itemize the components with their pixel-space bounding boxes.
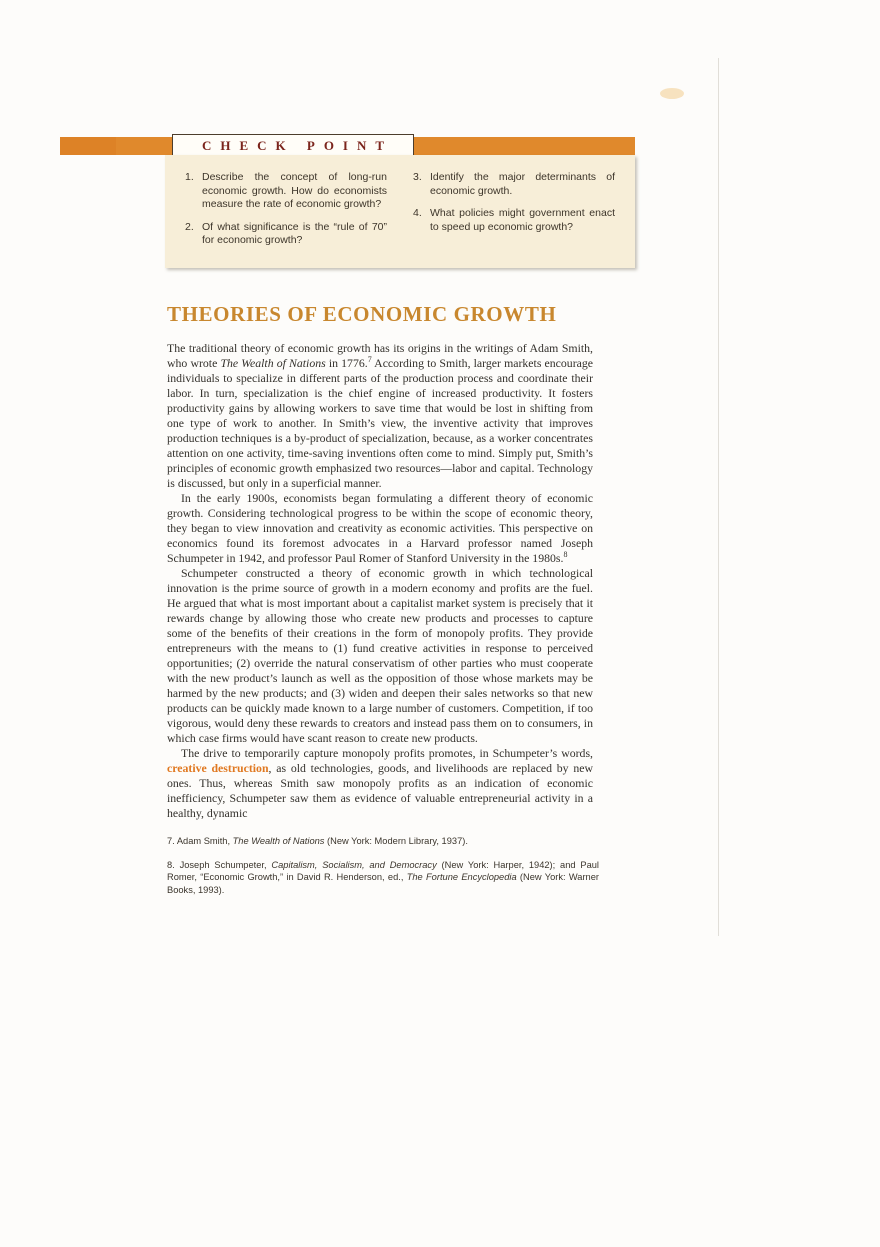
paragraph-text: The traditional theory of economic growth has its origins in the writings of Adam Smith, who wrote [167,341,593,370]
footnote-text: (New York: Harper, 1942); and Paul Romer, “Economic Growth,” in David R. Henderson, ed., [167,859,599,882]
question-text: Identify the major determinants of economic growth. [430,171,615,197]
paragraph-4 [167,746,593,821]
footnote-marker: 8 [563,550,568,560]
checkpoint-bar [60,137,635,155]
paragraph-text: According to Smith, larger markets encourage individuals to specialize in different parts of the production process and coordinate their labor. In turn, specialization is the chief engine of increased productivity. It fosters productivity gains by allowing workers to save time that would be lost in shifting from one type of work to another. In Smith’s view, the inventive activity that improves production techniques is a by-product of specialization, because, as a worker concentrates attention on one activity, time-saving inventions often come to mind. Simply put, Smith’s principles of economic growth emphasized two resources—labor and capital. Technology is discussed, but only in a superficial manner. [167,356,594,490]
body-text [167,341,593,821]
checkpoint-panel [165,155,635,268]
paragraph-text: The drive to temporarily capture monopoly profits promotes, in Schumpeter’s words, [181,746,593,760]
checkpoint-question [413,207,615,234]
question-number: 2. [185,220,194,233]
question-text: Of what significance is the “rule of 70” for economic growth? [202,220,387,246]
question-number: 4. [413,207,422,219]
book-title: The Wealth of Nations [232,836,325,846]
question-number: 3. [413,171,422,183]
book-title: The Fortune Encyclopedia [406,872,517,882]
checkpoint-column-left [185,171,387,256]
checkpoint-question [413,171,615,198]
book-title: Capitalism, Socialism, and Democracy [271,859,437,870]
footnote-text: (New York: Modern Library, 1937). [324,836,468,846]
question-text: Describe the concept of long-run economic growth. How do economists measure the rate of economic growth? [202,171,387,210]
footnote-text: (New York: Warner Books, 1993). [167,872,599,895]
question-number: 1. [185,171,194,183]
paragraph-text: In the early 1900s, economists began formulating a different theory of economic growth. Considering technological progress to be within the scope of economic theory, they began to view innovation and creativity as economic activities. This perspective on economics found its foremost advocates in a Harvard professor named Joseph Schumpeter in 1942, and professor Paul Romer of Stanford University in the 1980s. [167,491,593,565]
footnote-8 [167,859,599,897]
footnotes [167,835,599,907]
paragraph-text: , as old technologies, goods, and livelihoods are replaced by new ones. Thus, whereas Smith saw monopoly profits as an indication of economic inefficiency, Schumpeter saw them as evidence of valuable entrepreneurial activity in a healthy, dynamic [167,761,593,820]
paragraph-3 [167,566,593,746]
paragraph-text: Schumpeter constructed a theory of economic growth in which technological innovation is the prime source of growth in a modern economy and profits are the fuel. He argued that what is most important about a capitalist market system is precisely that it rewards change by allowing those who create new products and processes to capture some of the benefits of their creations in the form of monopoly profits. They provide entrepreneurs with the means to (1) fund creative activities in response to perceived opportunities; (2) override the natural conservatism of other parties who must cooperate with the new product’s launch as well as the opposition of those whose markets may be harmed by the new products; and (3) widen and deepen their sales networks so that new products can be quickly made known to a large number of customers. Competition, if too vigorous, would deny these rewards to creators and instead pass them on to consumers, in which case firms would have scant reason to create new products. [167,566,593,745]
checkpoint-question [185,221,387,248]
section-title: THEORIES OF ECONOMIC GROWTH [167,302,557,326]
checkpoint-column-right [413,171,615,256]
book-title: The Wealth of Nations [220,356,326,370]
checkpoint-question [185,171,387,212]
paragraph-2 [167,491,593,566]
paragraph-1 [167,341,593,491]
paragraph-text: in 1776. [325,356,368,370]
footnote-7 [167,835,599,848]
footnote-text: 7. Adam Smith, [167,836,233,846]
key-term-creative-destruction: creative destruction [167,761,269,775]
scan-smudge [660,88,684,99]
question-text: What policies might government enact to speed up economic growth? [430,207,615,233]
scan-line [718,58,719,936]
checkpoint-title-text: CHECK POINT [201,138,394,153]
footnote-marker: 7 [367,355,372,365]
footnote-text: 8. Joseph Schumpeter, [167,859,272,870]
